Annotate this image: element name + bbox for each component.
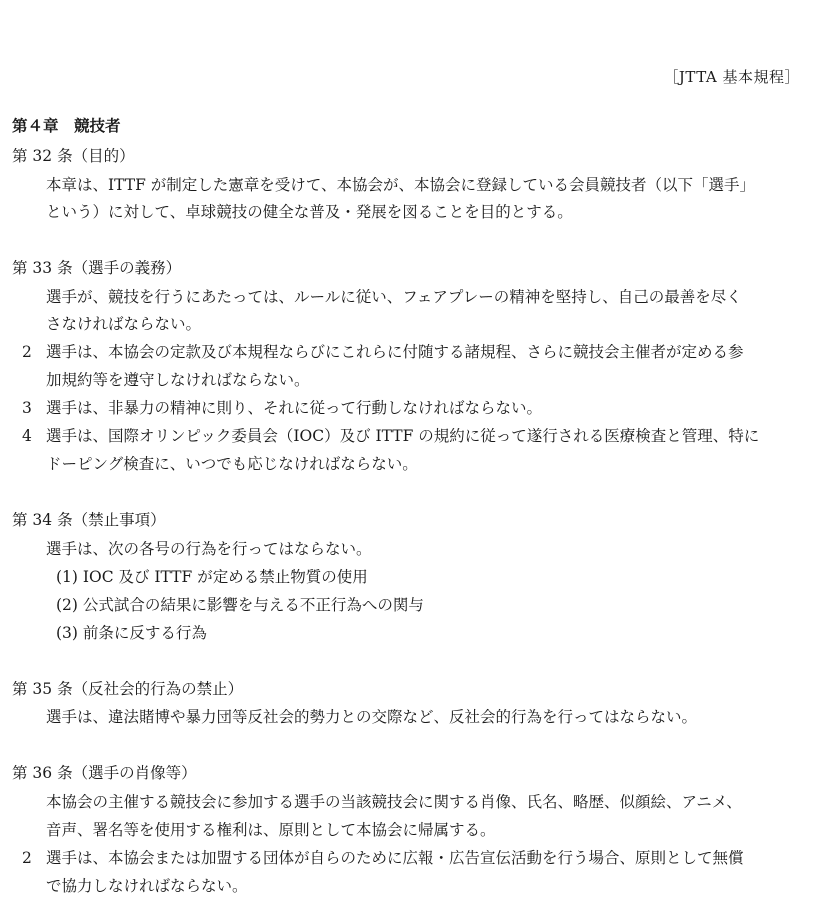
article-35-text-line-1: 選手は、違法賭博や暴力団等反社会的勢力との交際など、反社会的行為を行ってはならない。	[46, 708, 698, 726]
article-33-item-4	[22, 425, 759, 447]
article-33-title: 第 33 条（選手の義務）	[12, 259, 182, 277]
article-34-text-line-1: 選手は、次の各号の行為を行ってはならない。	[46, 540, 372, 558]
item-number: 3	[22, 399, 32, 417]
article-36-text-line-1: 本協会の主催する競技会に参加する選手の当該競技会に関する肖像、氏名、略歴、似顔絵、アニメ、	[46, 793, 742, 811]
article-33-item-3	[22, 397, 542, 419]
article-32-title: 第 32 条（目的）	[12, 147, 135, 165]
article-36-title: 第 36 条（選手の肖像等）	[12, 764, 197, 782]
item-text: 選手は、本協会の定款及び本規程ならびにこれらに付随する諸規程、さらに競技会主催者が定める参	[46, 343, 744, 361]
article-35-title: 第 35 条（反社会的行為の禁止）	[12, 680, 244, 698]
article-34-subitem-1: (1) IOC 及び ITTF が定める禁止物質の使用	[56, 568, 368, 586]
article-36-item-2	[22, 847, 744, 869]
chapter-title: 第４章 競技者	[12, 117, 121, 135]
item-number: 2	[22, 849, 32, 867]
article-34-title: 第 34 条（禁止事項）	[12, 511, 166, 529]
article-36-text-line-2: 音声、署名等を使用する権利は、原則として本協会に帰属する。	[46, 821, 496, 839]
article-33-item-4-cont: ドーピング検査に、いつでも応じなければならない。	[46, 455, 418, 473]
item-text: 選手は、国際オリンピック委員会（IOC）及び ITTF の規約に従って遂行される医療検査と管理、特に	[46, 427, 760, 445]
article-33-item-2-cont: 加規約等を遵守しなければならない。	[46, 371, 310, 389]
document-tag: ［JTTA 基本規程］	[663, 68, 800, 86]
article-33-text-line-1: 選手が、競技を行うにあたっては、ルールに従い、フェアプレーの精神を堅持し、自己の最善を尽く	[46, 288, 742, 306]
item-text: 選手は、非暴力の精神に則り、それに従って行動しなければならない。	[46, 399, 543, 417]
article-32-text-line-1: 本章は、ITTF が制定した憲章を受けて、本協会が、本協会に登録している会員競技者（以下「選手」	[46, 176, 755, 194]
item-text: 選手は、本協会または加盟する団体が自らのために広報・広告宣伝活動を行う場合、原則として無償	[46, 849, 744, 867]
item-number: 2	[22, 343, 32, 361]
article-36-item-2-cont: で協力しなければならない。	[46, 877, 248, 895]
item-number: 4	[22, 427, 32, 445]
article-32-text-line-2: という）に対して、卓球競技の健全な普及・発展を図ることを目的とする。	[46, 203, 573, 221]
article-34-subitem-3: (3) 前条に反する行為	[56, 624, 207, 642]
article-33-text-line-2: さなければならない。	[46, 315, 202, 333]
article-34-subitem-2: (2) 公式試合の結果に影響を与える不正行為への関与	[56, 596, 424, 614]
article-33-item-2	[22, 341, 744, 363]
